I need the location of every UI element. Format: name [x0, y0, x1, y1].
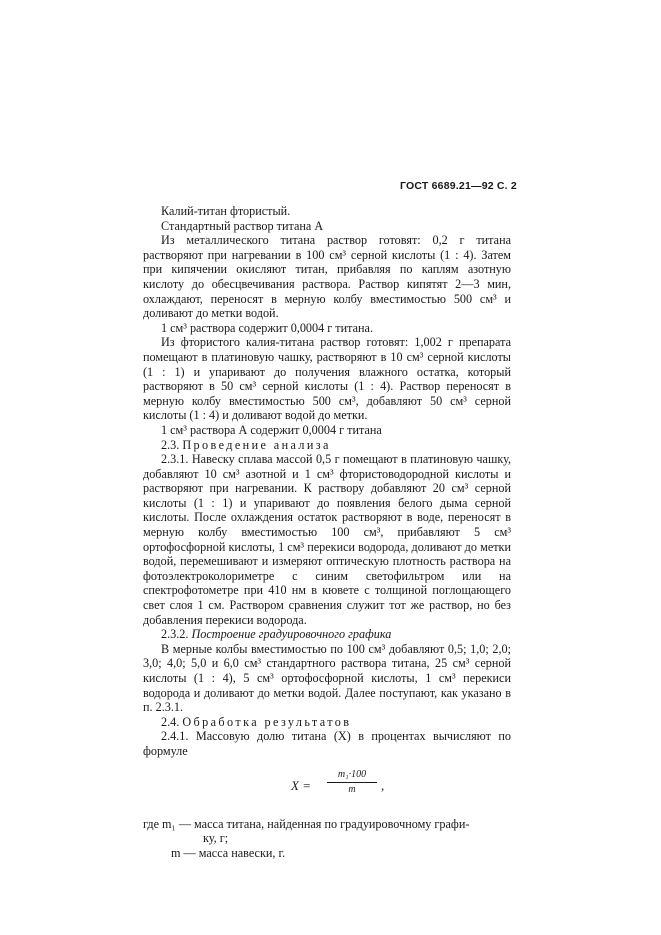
paragraph-solution-heading: Стандартный раствор титана А [161, 218, 324, 233]
paragraph-2-3-2: В мерные колбы вместимостью по 100 см³ добавляют 0,5; 1,0; 2,0; 3,0; 4,0; 5,0 и 6,0 см³ стандартного раствора титана, 25 см³ серной кислоты (1 : 4), 5 см³ ортофосфорной кислоты, 1 см³ перекиси водорода и доливают до метки водой. Далее поступают, как указано в п. 2.3.1. [143, 641, 511, 715]
section-title: Проведение анализа [182, 437, 331, 452]
legend-line-m1: где m₁ — масса титана, найденная по градуировочному графи- [143, 816, 470, 831]
legend-line-m1-cont: ку, г; [203, 831, 229, 846]
section-number: 2.4. [161, 714, 180, 729]
section-title: Обработка результатов [182, 714, 352, 729]
formula-denominator: m [348, 783, 356, 795]
page-header: ГОСТ 6689.21—92 С. 2 [400, 180, 517, 192]
formula-comma: , [381, 777, 385, 793]
paragraph-2-3-1: 2.3.1. Навеску сплава массой 0,5 г помещают в платиновую чашку, добавляют 10 см³ азотной и 1 см³ фтористоводородной кислоты и растворяют при нагревании. К раствору добавляют 20 см³ серной кислоты (1 : 1) и упаривают до появления белого дыма серной кислоты. После охлаждения остаток растворяют в воде, переносят в мерную колбу вместимостью 100 см³, прибавляют 5 см³ ортофосфорной кислоты, 1 см³ перекиси водорода, доливают до метки водой, перемешивают и измеряют оптическую плотность раствора на фотоэлектроколориметре с синим светофильтром или на спектрофотометре при 410 нм в кювете с толщиной поглощающего свет слоя 1 см. Раствором сравнения служит тот же раствор, но без добавления перекиси водорода. [143, 452, 511, 627]
section-heading-calibration [143, 627, 511, 642]
paragraph-concentration-1: 1 см³ раствора содержит 0,0004 г титана. [161, 320, 374, 335]
section-number: 2.3.2. [161, 627, 189, 642]
paragraph-2-4-1: 2.4.1. Массовую долю титана (X) в процентах вычисляют по формуле [143, 729, 511, 758]
paragraph-metal-titanium: Из металлического титана раствор готовят: 0,2 г титана растворяют при нагревании в 100 см³ серной кислоты (1 : 4). Затем при кипячении окисляют титан, прибавляя по каплям азотную кислоту до обесцвечивания раствора. Раствор кипятят 2—3 мин, охлаждают, переносят в мерную колбу вместимостью 500 см³ и доливают до метки водой. [143, 233, 511, 321]
formula-numerator: m₁·100 [327, 769, 377, 783]
document-body [143, 204, 511, 860]
section-title: Построение градуировочного графика [191, 627, 392, 642]
paragraph-material: Калий-титан фтористый. [161, 204, 291, 218]
paragraph-fluoride-titanium: Из фтористого калия-титана раствор готовят: 1,002 г препарата помещают в платиновую чашку, растворяют в 10 см³ серной кислоты (1 : 1) и упаривают до получения влажного остатка, который растворяют в 50 см³ серной кислоты (1 : 4). Раствор переносят в мерную колбу вместимостью 500 см³, добавляют 50 см³ серной кислоты (1 : 4) и доливают водой до метки. [143, 335, 511, 423]
section-number: 2.3. [161, 437, 180, 452]
legend-line-m: m — масса навески, г. [171, 845, 286, 860]
section-heading-results [143, 715, 511, 730]
formula-fraction [327, 769, 377, 797]
formula-lhs: X = [291, 777, 311, 793]
paragraph-concentration-2: 1 см³ раствора А содержит 0,0004 г титана [161, 422, 382, 437]
formula-legend [143, 817, 511, 861]
formula [143, 759, 511, 815]
section-heading-analysis [143, 438, 511, 453]
